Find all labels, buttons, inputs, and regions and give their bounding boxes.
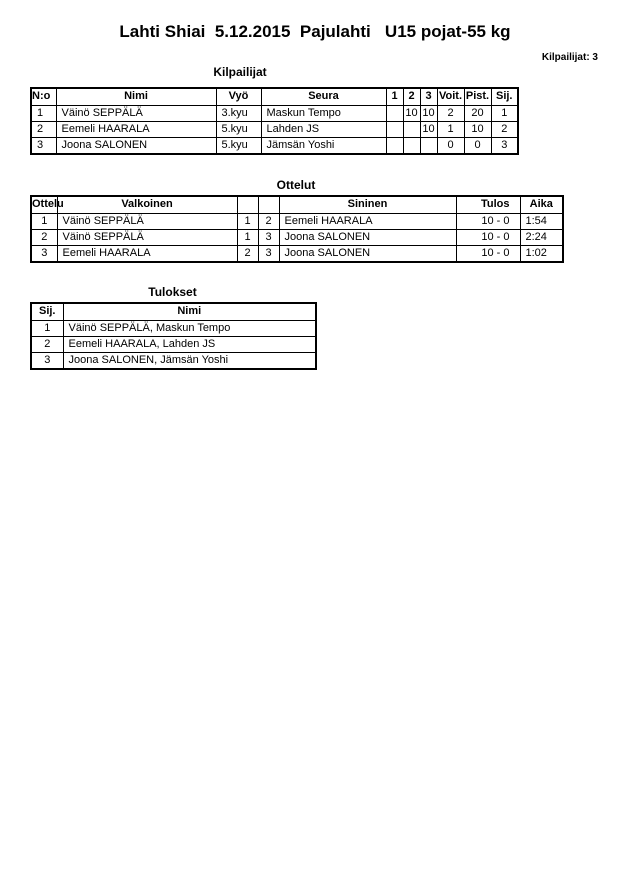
cell-score-1 (386, 121, 403, 137)
table-row (31, 245, 563, 262)
cell-sij: 3 (31, 352, 63, 369)
cell-aika: 2:24 (520, 229, 563, 245)
page-title: Lahti Shiai 5.12.2015 Pajulahti U15 pojat-55 kg (119, 22, 511, 41)
header-row (31, 303, 316, 320)
col-header-blue-num (258, 196, 279, 213)
col-header-nimi: Nimi (56, 88, 216, 105)
cell-score-2 (403, 137, 420, 154)
table-row (31, 105, 518, 121)
cell-white-num: 1 (237, 213, 258, 229)
cell-valkoinen: Väinö SEPPÄLÄ (57, 229, 237, 245)
cell-nimi: Väinö SEPPÄLÄ, Maskun Tempo (63, 320, 316, 336)
cell-no: 3 (31, 137, 56, 154)
cell-pist: 0 (464, 137, 491, 154)
col-header-tulos: Tulos (456, 196, 520, 213)
table-row (31, 213, 563, 229)
cell-score-1 (386, 105, 403, 121)
cell-sij: 2 (31, 336, 63, 352)
header-row (31, 196, 563, 213)
col-header-no: N:o (31, 88, 56, 105)
cell-blue-num: 3 (258, 245, 279, 262)
cell-nimi: Joona SALONEN, Jämsän Yoshi (63, 352, 316, 369)
cell-vyo: 5.kyu (216, 121, 261, 137)
cell-score-2 (403, 121, 420, 137)
cell-blue-num: 3 (258, 229, 279, 245)
cell-sij: 3 (491, 137, 518, 154)
cell-nimi: Väinö SEPPÄLÄ (56, 105, 216, 121)
col-header-pist: Pist. (464, 88, 491, 105)
cell-valkoinen: Eemeli HAARALA (57, 245, 237, 262)
cell-tulos: 10 - 0 (456, 213, 520, 229)
cell-white-num: 2 (237, 245, 258, 262)
cell-match-no: 3 (31, 245, 57, 262)
cell-no: 2 (31, 121, 56, 137)
col-header-vyo: Vyö (216, 88, 261, 105)
ottelut-table (30, 195, 564, 263)
col-header-2: 2 (403, 88, 420, 105)
cell-nimi: Joona SALONEN (56, 137, 216, 154)
col-header-aika: Aika (520, 196, 563, 213)
col-header-valkoinen: Valkoinen (57, 196, 237, 213)
cell-nimi: Eemeli HAARALA (56, 121, 216, 137)
col-header-seura: Seura (261, 88, 386, 105)
cell-aika: 1:54 (520, 213, 563, 229)
cell-pist: 20 (464, 105, 491, 121)
cell-nimi: Eemeli HAARALA, Lahden JS (63, 336, 316, 352)
cell-score-2: 10 (403, 105, 420, 121)
cell-score-3: 10 (420, 105, 437, 121)
col-header-1: 1 (386, 88, 403, 105)
table-row (31, 229, 563, 245)
cell-sininen: Joona SALONEN (279, 245, 456, 262)
cell-vyo: 5.kyu (216, 137, 261, 154)
col-header-voit: Voit. (437, 88, 464, 105)
cell-sij: 1 (31, 320, 63, 336)
cell-match-no: 2 (31, 229, 57, 245)
cell-sininen: Eemeli HAARALA (279, 213, 456, 229)
cell-blue-num: 2 (258, 213, 279, 229)
col-header-sininen: Sininen (279, 196, 456, 213)
table-row (31, 320, 316, 336)
col-header-white-num (237, 196, 258, 213)
table-row (31, 121, 518, 137)
cell-vyo: 3.kyu (216, 105, 261, 121)
cell-voit: 1 (437, 121, 464, 137)
cell-sininen: Joona SALONEN (279, 229, 456, 245)
cell-seura: Maskun Tempo (261, 105, 386, 121)
tulokset-table (30, 302, 317, 370)
cell-pist: 10 (464, 121, 491, 137)
cell-voit: 2 (437, 105, 464, 121)
cell-seura: Jämsän Yoshi (261, 137, 386, 154)
cell-score-3: 10 (420, 121, 437, 137)
cell-valkoinen: Väinö SEPPÄLÄ (57, 213, 237, 229)
cell-score-1 (386, 137, 403, 154)
header-row (31, 88, 518, 105)
table-row (31, 336, 316, 352)
cell-voit: 0 (437, 137, 464, 154)
col-header-ottelu: Ottelu (31, 196, 57, 213)
cell-white-num: 1 (237, 229, 258, 245)
section-heading-kilpailijat: Kilpailijat (213, 65, 267, 79)
cell-match-no: 1 (31, 213, 57, 229)
cell-tulos: 10 - 0 (456, 245, 520, 262)
table-row (31, 137, 518, 154)
section-heading-tulokset: Tulokset (148, 285, 197, 299)
col-header-3: 3 (420, 88, 437, 105)
cell-seura: Lahden JS (261, 121, 386, 137)
cell-aika: 1:02 (520, 245, 563, 262)
cell-tulos: 10 - 0 (456, 229, 520, 245)
col-header-sij: Sij. (31, 303, 63, 320)
col-header-nimi: Nimi (63, 303, 316, 320)
section-heading-ottelut: Ottelut (276, 178, 316, 192)
col-header-sij: Sij. (491, 88, 518, 105)
cell-sij: 1 (491, 105, 518, 121)
cell-sij: 2 (491, 121, 518, 137)
cell-no: 1 (31, 105, 56, 121)
table-row (31, 352, 316, 369)
cell-score-3 (420, 137, 437, 154)
kilpailijat-table (30, 87, 519, 155)
competitors-count: Kilpailijat: 3 (541, 52, 598, 63)
